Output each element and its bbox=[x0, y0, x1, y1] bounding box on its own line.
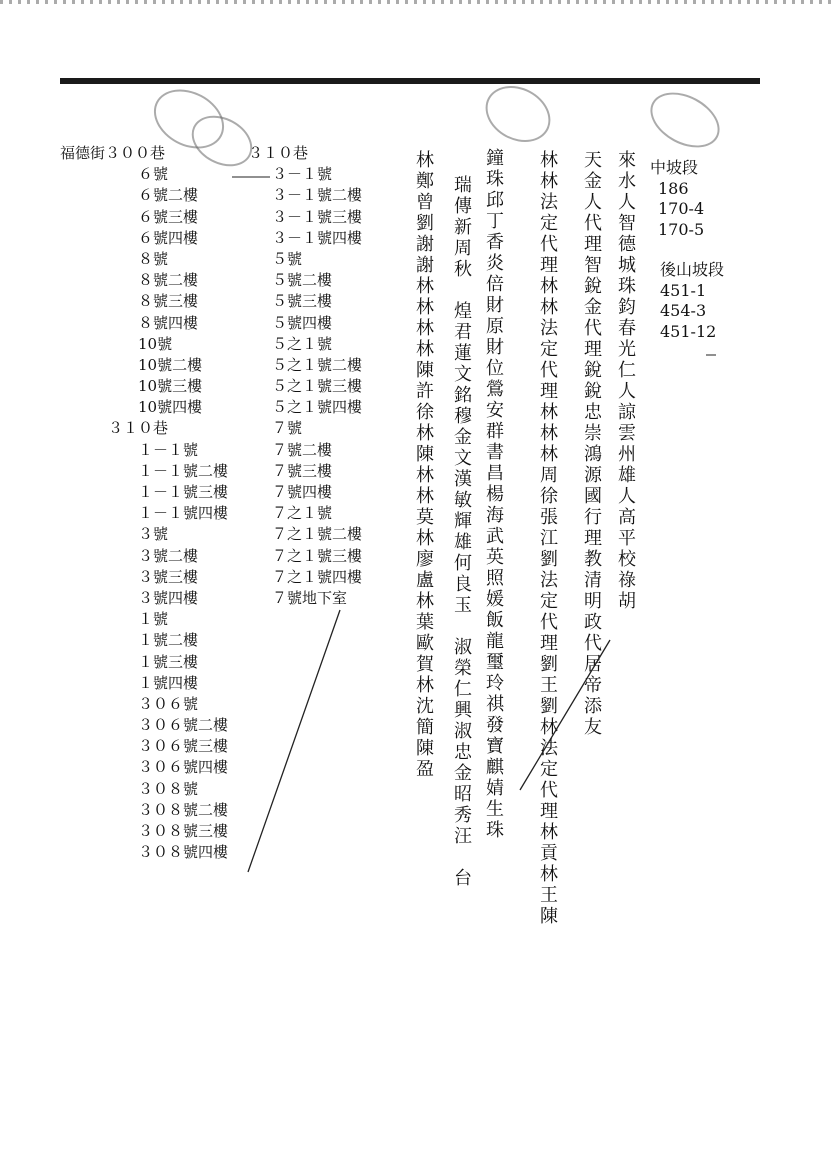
address-line: ３－１號二樓 bbox=[272, 186, 363, 205]
address-line: ６號二樓 bbox=[138, 186, 199, 205]
address-line: ５之１號二樓 bbox=[272, 355, 363, 374]
address-line: ７之１號三樓 bbox=[272, 546, 363, 565]
lot-header: 中坡段 bbox=[650, 158, 699, 177]
address-line: ７號二樓 bbox=[272, 440, 333, 459]
address-line: ３１０巷 bbox=[248, 144, 309, 162]
address-line: ７號 bbox=[272, 419, 303, 438]
address-line: １－１號 bbox=[138, 440, 199, 459]
address-line: ３號二樓 bbox=[138, 546, 199, 565]
name-column: 林林法定代理林林法定代理林林林周徐張江劉法定代理劉王劉林法定代理林貢林王陳 bbox=[537, 150, 558, 927]
name-column: 林鄭曾劉謝謝林林林林陳許徐林陳林林莫林廖盧林葉歐賀林沈簡陳盈 bbox=[413, 150, 434, 780]
address-line: ５號二樓 bbox=[272, 271, 333, 290]
address-line: ６號三樓 bbox=[138, 207, 199, 226]
address-line: 10號二樓 bbox=[138, 355, 203, 374]
address-line: ５號四樓 bbox=[272, 313, 333, 332]
address-line: ３０６號 bbox=[138, 694, 199, 713]
address-line: 10號 bbox=[138, 334, 173, 353]
address-line: ３－１號三樓 bbox=[272, 207, 363, 226]
address-line: ７之１號 bbox=[272, 504, 333, 523]
address-line: ７之１號四樓 bbox=[272, 567, 363, 586]
address-line: ３０８號 bbox=[138, 779, 199, 798]
address-line: ３０８號三樓 bbox=[138, 822, 229, 840]
address-line: １號四樓 bbox=[138, 673, 199, 692]
address-line: ６號四樓 bbox=[138, 228, 199, 247]
address-line: ３０６號四樓 bbox=[138, 758, 229, 777]
address-line: ５號三樓 bbox=[272, 292, 333, 311]
address-line: ６號 bbox=[138, 165, 169, 184]
address-line: ８號四樓 bbox=[138, 313, 199, 332]
address-line: ３號三樓 bbox=[138, 567, 199, 586]
address-line: ７之１號二樓 bbox=[272, 525, 363, 544]
lot-item: 186 bbox=[658, 178, 689, 198]
address-line: ３０８號二樓 bbox=[138, 800, 229, 819]
address-line: 10號三樓 bbox=[138, 377, 203, 396]
address-line: ７號四樓 bbox=[272, 483, 333, 501]
address-line: １－１號四樓 bbox=[138, 504, 229, 523]
address-line: ８號二樓 bbox=[138, 271, 199, 290]
lot-item: 170-4 bbox=[658, 199, 705, 218]
address-line: ３０８號四樓 bbox=[138, 843, 229, 862]
address-line: ５之１號三樓 bbox=[272, 377, 363, 396]
address-line: １號三樓 bbox=[138, 652, 199, 671]
address-line: ３號四樓 bbox=[138, 588, 199, 607]
lot-item: 170-5 bbox=[658, 219, 705, 239]
lot-item: 451-1 bbox=[660, 280, 707, 300]
pointer-line bbox=[520, 640, 610, 790]
name-column: 來水人智德城珠鈞春光仁人諒雲州雄人高平校祿胡 bbox=[615, 150, 636, 612]
name-column: 天金人代理智銳金代理銳銳忠崇鴻源國行理教清明政代居帝添友 bbox=[581, 150, 602, 738]
address-line: 福德街３００巷 bbox=[60, 144, 166, 162]
address-line: ３號 bbox=[138, 525, 169, 544]
address-line: 10號四樓 bbox=[138, 398, 203, 417]
address-line: １號 bbox=[138, 610, 169, 629]
lot-item: 454-3 bbox=[660, 301, 707, 320]
address-line: ３－１號四樓 bbox=[272, 228, 363, 247]
address-line: １－１號二樓 bbox=[138, 461, 229, 480]
address-line: ８號 bbox=[138, 249, 169, 268]
address-line: ７號三樓 bbox=[272, 461, 333, 480]
address-line: ３１０巷 bbox=[108, 419, 169, 438]
address-line: ３０６號三樓 bbox=[138, 737, 229, 756]
address-line: ３０６號二樓 bbox=[138, 716, 229, 735]
address-line: １號二樓 bbox=[138, 631, 199, 650]
lot-item: 451-12 bbox=[660, 321, 717, 341]
address-line: １－１號三樓 bbox=[138, 483, 229, 501]
address-line: ５號 bbox=[272, 249, 303, 268]
address-line: ７號地下室 bbox=[272, 588, 348, 607]
address-line: ３－１號 bbox=[272, 165, 333, 184]
lot-header: 後山坡段 bbox=[660, 260, 725, 279]
address-line: ５之１號四樓 bbox=[272, 398, 363, 417]
address-line: ５之１號 bbox=[272, 334, 333, 353]
name-column: 瑞傳新周秋 煌君蓮文銘穆金文漢敏輝雄何良玉 淑榮仁興淑忠金昭秀汪 台 bbox=[451, 175, 472, 889]
pointer-line bbox=[248, 610, 340, 872]
name-column: 鐘珠邱丁香炎倍財原財位鶯安群書昌楊海武英照媛飯龍璽玲祺發寶麒婧生珠 bbox=[483, 148, 504, 841]
address-line: ８號三樓 bbox=[138, 292, 199, 311]
